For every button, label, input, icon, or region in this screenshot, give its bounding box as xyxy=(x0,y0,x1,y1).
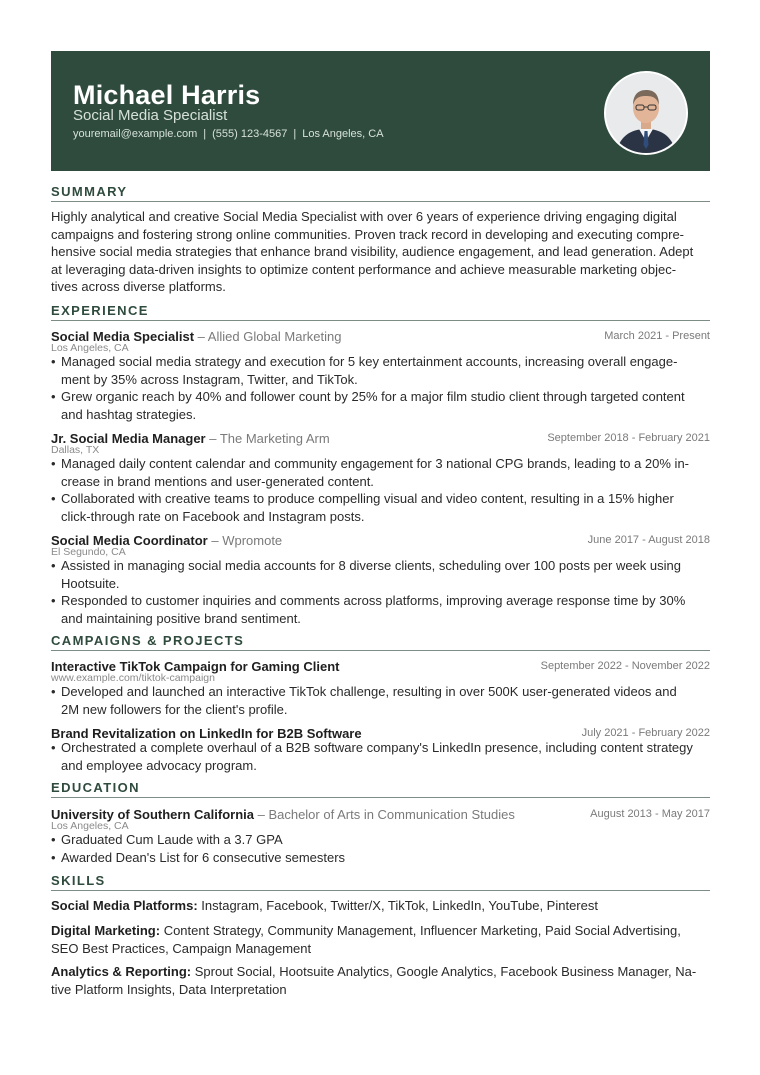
skill-values: Sprout Social, Hootsuite Analytics, Google Analytics, Facebook Business Manager, Na- xyxy=(191,964,697,979)
skill-label: Digital Marketing: xyxy=(51,923,161,938)
job-location: Dallas, TX xyxy=(51,444,100,456)
profile-photo-image xyxy=(606,73,686,153)
contact-line xyxy=(73,127,384,141)
section-title-experience: EXPERIENCE xyxy=(51,303,710,321)
bullet-item: • Responded to customer inquiries and comments across platforms, improving average response time by 30% and maintaining positive brand sentiment. xyxy=(51,592,710,627)
education-bullets xyxy=(51,831,710,866)
contact-separator: | xyxy=(293,128,297,140)
project-dates: September 2022 - November 2022 xyxy=(540,660,710,672)
job-company: – The Marketing Arm xyxy=(205,431,330,446)
job-title: Social Media Coordinator xyxy=(51,533,208,548)
project-dates: July 2021 - February 2022 xyxy=(581,727,710,739)
experience-entry-header xyxy=(51,532,710,549)
job-bullets xyxy=(51,455,710,525)
contact-location: Los Angeles, CA xyxy=(302,128,384,140)
skill-label: Social Media Platforms: xyxy=(51,898,198,913)
bullet-item: • Graduated Cum Laude with a 3.7 GPA xyxy=(51,831,710,849)
education-location: Los Angeles, CA xyxy=(51,820,129,832)
profile-photo xyxy=(604,71,688,155)
job-bullets xyxy=(51,557,710,627)
bullet-item: • Developed and launched an interactive TikTok challenge, resulting in over 500K user-generated videos and 2M new followers for the client's profile. xyxy=(51,683,710,718)
job-title: Social Media Specialist xyxy=(51,329,195,344)
bullet-item: • Collaborated with creative teams to produce compelling visual and video content, resulting in a 15% higher click-through rate on Facebook and Instagram posts. xyxy=(51,490,710,525)
summary-line: tives across diverse platforms. xyxy=(51,279,226,294)
bullet-item: • Grew organic reach by 40% and follower count by 25% for a major film studio client through targeted content and hashtag strategies. xyxy=(51,388,710,423)
skill-values: Instagram, Facebook, Twitter/X, TikTok, LinkedIn, YouTube, Pinterest xyxy=(197,898,598,913)
contact-separator: | xyxy=(203,128,207,140)
job-location: El Segundo, CA xyxy=(51,546,126,558)
bullet-item: • Orchestrated a complete overhaul of a B2B software company's LinkedIn presence, including content strategy and employee advocacy program. xyxy=(51,739,710,774)
school-name: University of Southern California xyxy=(51,807,254,822)
experience-entry-header xyxy=(51,328,710,345)
job-company: – Wpromote xyxy=(207,533,283,548)
bullet-item: • Managed daily content calendar and community engagement for 3 national CPG brands, leading to a 20% in- crease in brand mentions and user-generated content. xyxy=(51,455,710,490)
summary-line: hensive social media strategies that enhance brand visibility, audience engagement, and lead generation. Adept xyxy=(51,244,694,259)
section-title-skills: SKILLS xyxy=(51,873,710,891)
skill-group xyxy=(51,963,710,998)
job-company: – Allied Global Marketing xyxy=(194,329,342,344)
candidate-role: Social Media Specialist xyxy=(73,107,228,124)
bullet-item: • Awarded Dean's List for 6 consecutive semesters xyxy=(51,849,710,867)
project-bullets xyxy=(51,683,710,718)
skill-values-cont: SEO Best Practices, Campaign Management xyxy=(51,940,312,956)
job-dates: June 2017 - August 2018 xyxy=(587,534,710,546)
skill-values: Content Strategy, Community Management, Influencer Marketing, Paid Social Advertising, xyxy=(160,923,681,938)
job-dates: September 2018 - February 2021 xyxy=(547,432,710,444)
project-link[interactable]: www.example.com/tiktok-campaign xyxy=(51,672,215,684)
project-bullets xyxy=(51,739,710,774)
section-title-campaigns: CAMPAIGNS & PROJECTS xyxy=(51,633,710,651)
degree-name: – Bachelor of Arts in Communication Studies xyxy=(253,807,515,822)
skill-group xyxy=(51,897,710,915)
contact-phone: (555) 123-4567 xyxy=(212,128,288,140)
job-bullets xyxy=(51,353,710,423)
candidate-name: Michael Harris xyxy=(73,80,261,110)
education-entry-header xyxy=(51,806,710,823)
resume-header xyxy=(51,51,710,171)
job-dates: March 2021 - Present xyxy=(604,330,710,342)
section-title-summary: SUMMARY xyxy=(51,184,710,202)
project-title: Interactive TikTok Campaign for Gaming Client xyxy=(51,659,340,674)
contact-email[interactable]: youremail@example.com xyxy=(73,128,198,140)
education-dates: August 2013 - May 2017 xyxy=(590,808,710,820)
project-title: Brand Revitalization on LinkedIn for B2B Software xyxy=(51,726,362,741)
summary-line: Highly analytical and creative Social Media Specialist with over 6 years of experience driving engaging digital xyxy=(51,209,677,224)
bullet-item: • Assisted in managing social media accounts for 8 diverse clients, scheduling over 100 posts per week using Hootsuite. xyxy=(51,557,710,592)
bullet-item: • Managed social media strategy and execution for 5 key entertainment accounts, increasing overall engage- ment by 35% across Instagram, Twitter, and TikTok. xyxy=(51,353,710,388)
section-title-education: EDUCATION xyxy=(51,780,710,798)
job-title: Jr. Social Media Manager xyxy=(51,431,206,446)
skill-group xyxy=(51,922,710,957)
summary-line: at leveraging data-driven insights to optimize content performance and achieve measurable marketing objec- xyxy=(51,261,677,277)
job-location: Los Angeles, CA xyxy=(51,342,129,354)
skill-label: Analytics & Reporting: xyxy=(51,964,192,979)
skill-values-cont: tive Platform Insights, Data Interpretation xyxy=(51,981,287,997)
summary-text xyxy=(51,208,710,296)
experience-entry-header xyxy=(51,430,710,447)
summary-line: campaigns and fostering strong online communities. Proven track record in developing and executing compre- xyxy=(51,226,685,242)
